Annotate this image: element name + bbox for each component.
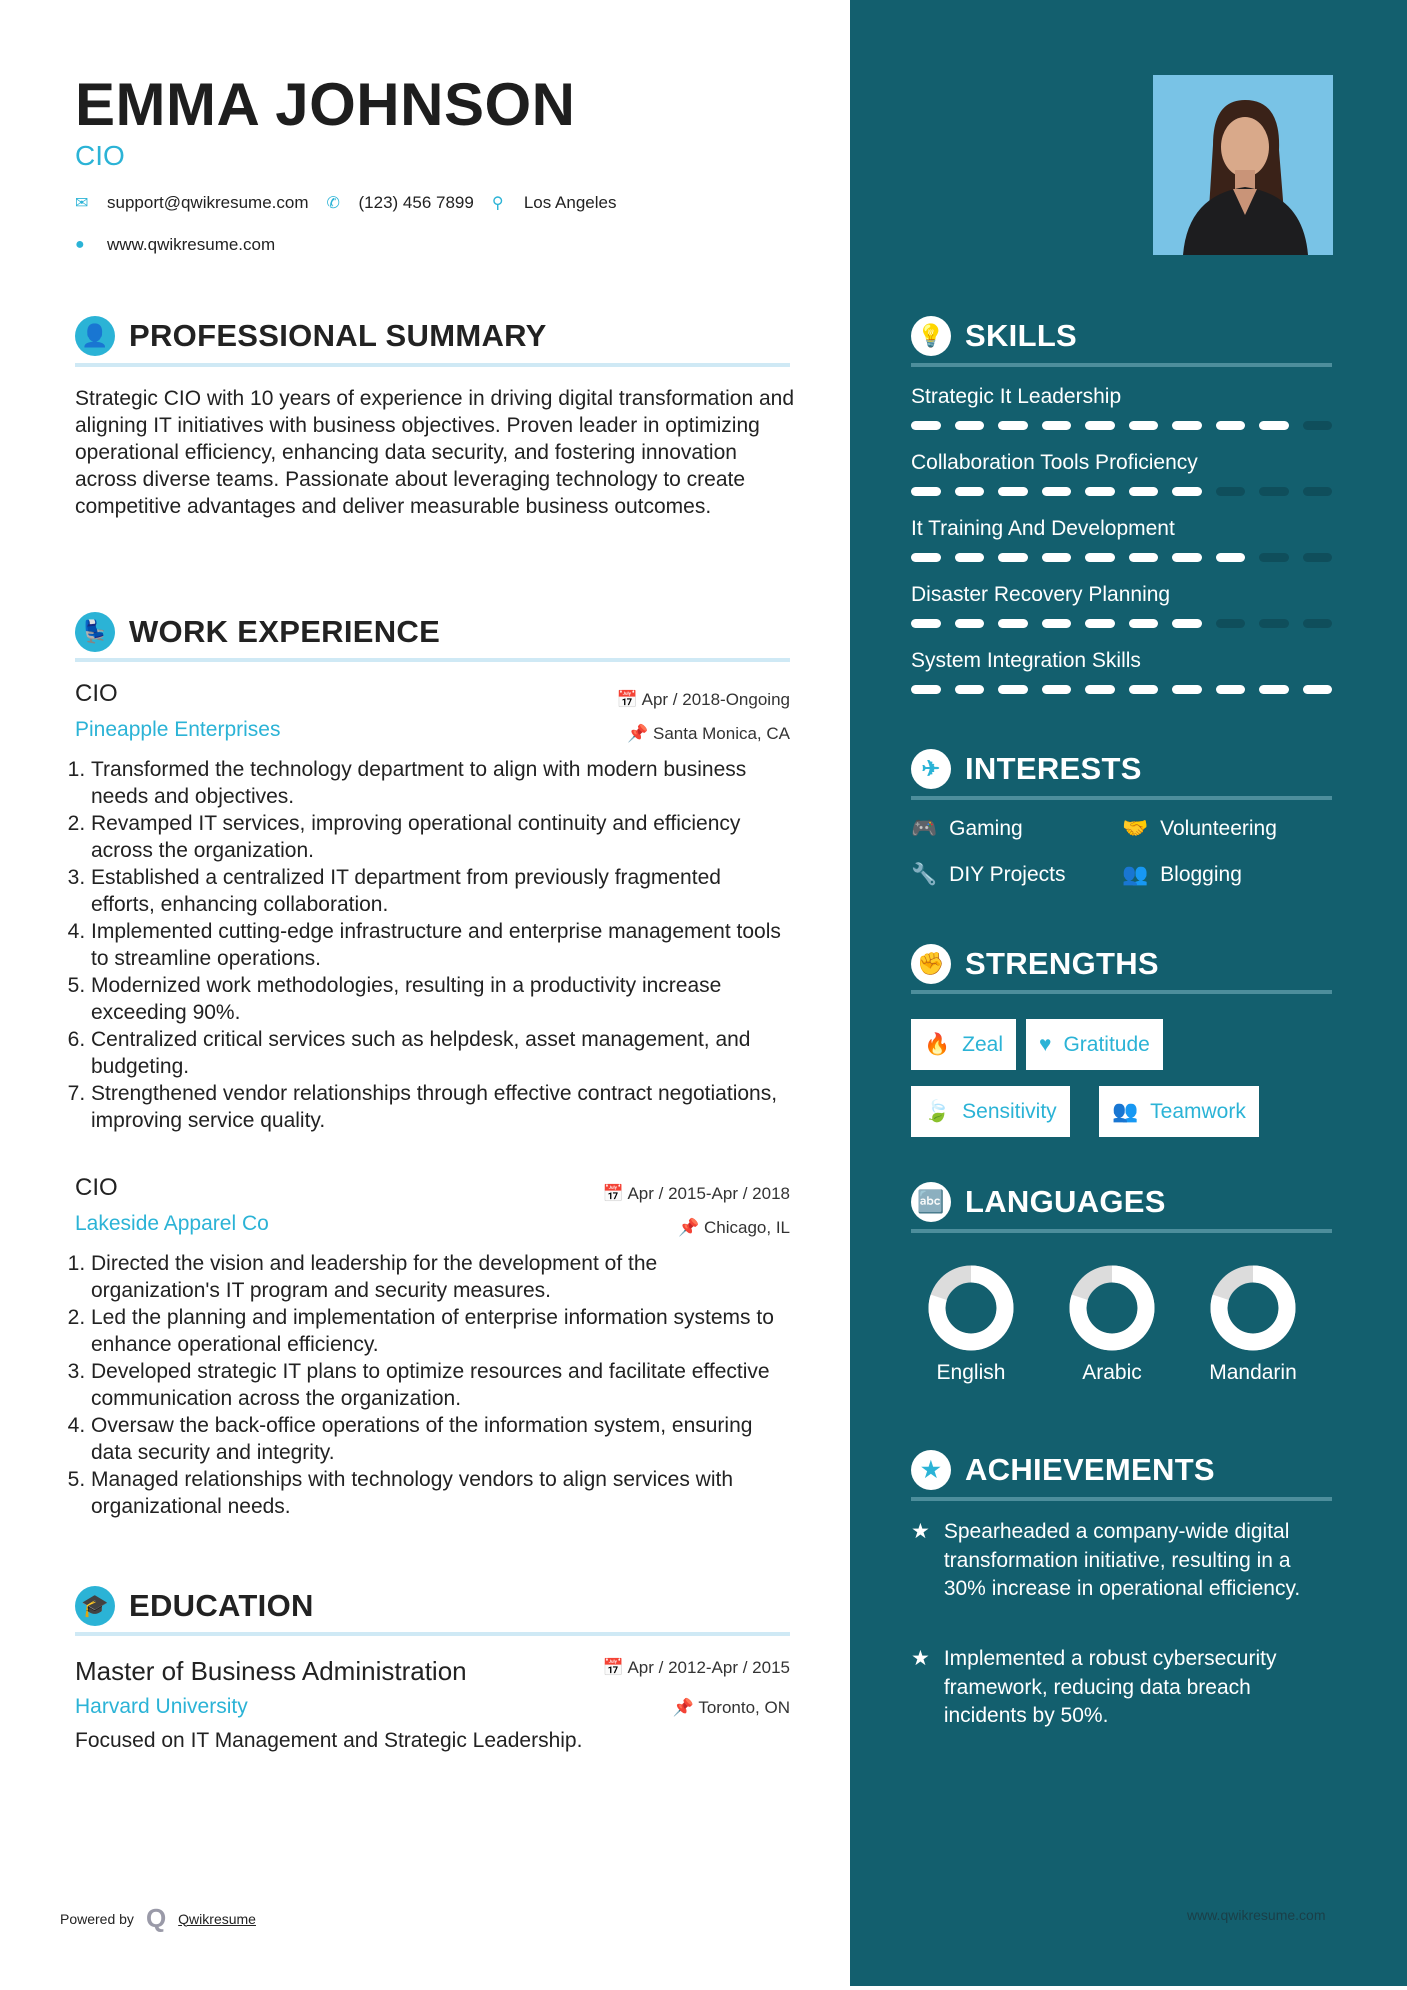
handshake-icon: 🤝 [1122, 817, 1149, 840]
education-heading [75, 1586, 314, 1626]
chair-icon: 💺 [75, 612, 115, 652]
star-badge-icon: ★ [911, 1450, 951, 1490]
company: Pineapple Enterprises [75, 718, 281, 741]
contact-row [75, 193, 616, 213]
skill-level-dash [911, 685, 941, 694]
language-item [1183, 1262, 1323, 1385]
language-name: Arabic [1082, 1361, 1142, 1384]
job-point: 2. Revamped IT services, improving operational continuity and efficiency across the organization. [91, 810, 790, 864]
skill-level-dash [1085, 619, 1115, 628]
skill-level-dash [1216, 685, 1246, 694]
job-point: 1. Transformed the technology department to align with modern business needs and objectives. [91, 756, 790, 810]
summary-heading [75, 316, 547, 356]
skill-level-dash [1216, 421, 1246, 430]
skill-level-dash [1042, 487, 1072, 496]
skill-level-dash [998, 421, 1028, 430]
skill-level-dash [1172, 487, 1202, 496]
skill-level-dash [1303, 619, 1333, 628]
interests-heading [911, 749, 1142, 789]
interest-item: 🔧 DIY Projects [911, 863, 1066, 886]
language-item [1042, 1262, 1182, 1385]
location: Los Angeles [523, 193, 617, 212]
star-icon: ★ [911, 1520, 930, 1543]
skill-item [911, 649, 1332, 715]
job-point: 1. Directed the vision and leadership for the development of the organization's IT program and security measures. [91, 1250, 790, 1304]
skill-level-dash [955, 421, 985, 430]
user-icon: 👤 [75, 316, 115, 356]
job-point: 2. Led the planning and implementation of enterprise information systems to enhance operational efficiency. [91, 1304, 790, 1358]
job-role: CIO [75, 680, 118, 707]
divider [911, 1229, 1332, 1233]
skill-name: Collaboration Tools Proficiency [911, 451, 1198, 474]
summary-heading-text: PROFESSIONAL SUMMARY [129, 318, 547, 353]
skill-level-dash [1042, 421, 1072, 430]
job-points [67, 1250, 790, 1520]
achievement-item: ★ Implemented a robust cybersecurity framework, reducing data breach incidents by 50%. [911, 1645, 1331, 1731]
achievements-heading [911, 1450, 1215, 1490]
skills-list [911, 385, 1332, 715]
skill-level-dash [1259, 619, 1289, 628]
language-icon: 🔤 [911, 1182, 951, 1222]
job-point: 3. Established a centralized IT department from previously fragmented efforts, enhancing collaboration. [91, 864, 790, 918]
strength-tag: 👥 Teamwork [1099, 1086, 1259, 1137]
skill-level-dash [1259, 421, 1289, 430]
interest-item: 🤝 Volunteering [1122, 817, 1277, 840]
pin-icon: 📌 [672, 1698, 699, 1717]
skill-item [911, 517, 1332, 583]
skill-name: Disaster Recovery Planning [911, 583, 1171, 606]
achievement-item: ★ Spearheaded a company-wide digital transformation initiative, resulting in a 30% increase in operational efficiency. [911, 1518, 1331, 1604]
skill-name: System Integration Skills [911, 649, 1141, 672]
skill-level-dash [1042, 553, 1072, 562]
skills-heading-text: SKILLS [965, 318, 1078, 353]
footer-website[interactable]: www.qwikresume.com [1187, 1907, 1326, 1923]
users-icon: 👥 [1112, 1099, 1139, 1123]
star-icon: ★ [911, 1647, 930, 1670]
skill-name: Strategic It Leadership [911, 385, 1122, 408]
email[interactable]: support@qwikresume.com [107, 193, 309, 212]
skill-level-dash [998, 619, 1028, 628]
job-points [67, 756, 790, 1134]
skill-level-dash [1085, 685, 1115, 694]
language-name: English [936, 1361, 1006, 1384]
language-name: Mandarin [1209, 1361, 1297, 1384]
summary-text: Strategic CIO with 10 years of experience in driving digital transformation and aligning IT initiatives with business objectives. Proven leader in optimizing operational efficiency, enhancing data security, and fostering innovation across diverse teams. Passionate about leveraging technology to create competitive advantages and deliver measurable business outcomes. [75, 387, 795, 518]
strength-tag: 🍃 Sensitivity [911, 1086, 1070, 1137]
education-description: Focused on IT Management and Strategic Leadership. [75, 1729, 583, 1752]
skills-heading [911, 316, 1077, 356]
strength-tag: ♥ Gratitude [1026, 1019, 1163, 1070]
calendar-icon: 📅 [602, 1184, 628, 1203]
job-dates: 📅 Apr / 2018-Ongoing [616, 690, 790, 709]
skill-level-dash [1303, 487, 1333, 496]
job-point: 4. Oversaw the back-office operations of the information system, ensuring data security and integrity. [91, 1412, 790, 1466]
skill-level-dash [1129, 421, 1159, 430]
skill-name: It Training And Development [911, 517, 1175, 540]
leaf-icon: 🍃 [924, 1099, 951, 1123]
education-heading-text: EDUCATION [129, 1588, 314, 1623]
candidate-name: EMMA JOHNSON [75, 71, 576, 138]
skill-level-dash [955, 487, 985, 496]
skill-level-dash [955, 619, 985, 628]
job-point: 4. Implemented cutting-edge infrastructure and enterprise management tools to streamline operations. [91, 918, 790, 972]
skill-level-dash [998, 553, 1028, 562]
job-dates: 📅 Apr / 2015-Apr / 2018 [602, 1184, 790, 1203]
job-point: 5. Managed relationships with technology vendors to align services with organizational needs. [91, 1466, 790, 1520]
job-entry [75, 680, 790, 1134]
website[interactable]: www.qwikresume.com [107, 235, 276, 254]
interest-item: 👥 Blogging [1122, 863, 1242, 886]
skill-level-bar [911, 487, 1332, 496]
gamepad-icon: 🎮 [911, 817, 938, 840]
divider [75, 363, 790, 367]
job-point: 3. Developed strategic IT plans to optimize resources and facilitate effective communication across the organization. [91, 1358, 790, 1412]
skill-level-dash [1172, 421, 1202, 430]
interests-heading-text: INTERESTS [965, 751, 1142, 786]
skill-level-dash [1085, 553, 1115, 562]
skill-item [911, 385, 1332, 451]
divider [911, 1497, 1332, 1501]
language-item [901, 1262, 1041, 1385]
skill-level-dash [911, 553, 941, 562]
phone-icon: ✆ [326, 195, 340, 212]
job-role: CIO [75, 1174, 118, 1201]
skill-level-dash [1259, 487, 1289, 496]
skill-level-dash [955, 685, 985, 694]
envelope-icon: ✉ [75, 195, 89, 212]
skill-level-dash [1129, 619, 1159, 628]
language-donut [901, 1262, 1041, 1356]
divider [911, 363, 1332, 367]
skill-item [911, 451, 1332, 517]
wrench-icon: 🔧 [911, 863, 938, 886]
skill-level-dash [998, 685, 1028, 694]
skill-level-dash [1303, 421, 1333, 430]
skill-level-dash [1085, 487, 1115, 496]
education-location: 📌 Toronto, ON [672, 1698, 790, 1717]
skill-level-dash [1085, 421, 1115, 430]
achievements-heading-text: ACHIEVEMENTS [965, 1452, 1215, 1487]
skill-level-dash [1259, 553, 1289, 562]
skill-level-dash [1216, 553, 1246, 562]
skill-level-dash [1172, 685, 1202, 694]
skill-level-bar [911, 619, 1332, 628]
language-donut [1183, 1262, 1323, 1356]
paper-plane-icon: ✈ [911, 749, 951, 789]
experience-heading [75, 612, 440, 652]
skill-item [911, 583, 1332, 649]
skill-level-dash [1129, 487, 1159, 496]
languages-heading-text: LANGUAGES [965, 1184, 1166, 1219]
strengths-heading-text: STRENGTHS [965, 946, 1159, 981]
profile-photo [1153, 75, 1333, 255]
skill-level-dash [1129, 553, 1159, 562]
degree: Master of Business Administration [75, 1656, 467, 1686]
skill-level-bar [911, 685, 1332, 694]
job-location: 📌 Santa Monica, CA [627, 724, 790, 743]
skill-level-dash [998, 487, 1028, 496]
heart-icon: ♥ [1039, 1032, 1052, 1056]
pin-icon: 📌 [678, 1218, 704, 1237]
skill-level-dash [1129, 685, 1159, 694]
powered-by-label: Powered by [60, 1910, 134, 1927]
globe-icon: ● [75, 236, 85, 253]
divider [75, 1632, 790, 1636]
website-row [75, 235, 275, 255]
education-entry [75, 1656, 790, 1754]
strength-tag: 🔥 Zeal [911, 1019, 1016, 1070]
lightbulb-icon: 💡 [911, 316, 951, 356]
skill-level-dash [1172, 553, 1202, 562]
fist-icon: ✊ [911, 944, 951, 984]
phone: (123) 456 7899 [358, 193, 474, 212]
skill-level-dash [1216, 487, 1246, 496]
job-title: CIO [75, 140, 125, 171]
brand-link[interactable]: Qwikresume [178, 1910, 256, 1927]
skill-level-dash [911, 421, 941, 430]
job-location: 📌 Chicago, IL [678, 1218, 790, 1237]
skill-level-dash [1259, 685, 1289, 694]
map-pin-icon: ⚲ [491, 195, 504, 212]
skill-level-dash [911, 619, 941, 628]
calendar-icon: 📅 [616, 690, 642, 709]
qwikresume-logo: Q [145, 1903, 167, 1933]
pin-icon: 📌 [627, 724, 653, 743]
job-entry [75, 1174, 790, 1520]
education-dates: 📅 Apr / 2012-Apr / 2015 [602, 1658, 790, 1677]
job-point: 6. Centralized critical services such as helpdesk, asset management, and budgeting. [91, 1026, 790, 1080]
skill-level-dash [1303, 685, 1333, 694]
language-donut [1042, 1262, 1182, 1356]
skill-level-dash [1042, 685, 1072, 694]
school: Harvard University [75, 1695, 248, 1718]
skill-level-dash [955, 553, 985, 562]
skill-level-dash [1172, 619, 1202, 628]
divider [911, 990, 1332, 994]
job-point: 5. Modernized work methodologies, resulting in a productivity increase exceeding 90%. [91, 972, 790, 1026]
skill-level-dash [1042, 619, 1072, 628]
fire-icon: 🔥 [924, 1032, 951, 1056]
skill-level-bar [911, 421, 1332, 430]
company: Lakeside Apparel Co [75, 1212, 269, 1235]
users-icon: 👥 [1122, 863, 1149, 886]
calendar-icon: 📅 [602, 1658, 628, 1677]
skill-level-dash [1303, 553, 1333, 562]
experience-heading-text: WORK EXPERIENCE [129, 614, 441, 649]
footer-powered [60, 1903, 256, 1934]
divider [911, 796, 1332, 800]
interest-item: 🎮 Gaming [911, 817, 1023, 840]
strengths-heading [911, 944, 1159, 984]
skill-level-dash [1216, 619, 1246, 628]
graduation-icon: 🎓 [75, 1586, 115, 1626]
skill-level-bar [911, 553, 1332, 562]
divider [75, 658, 790, 662]
job-point: 7. Strengthened vendor relationships through effective contract negotiations, improving service quality. [91, 1080, 790, 1134]
languages-heading [911, 1182, 1166, 1222]
skill-level-dash [911, 487, 941, 496]
